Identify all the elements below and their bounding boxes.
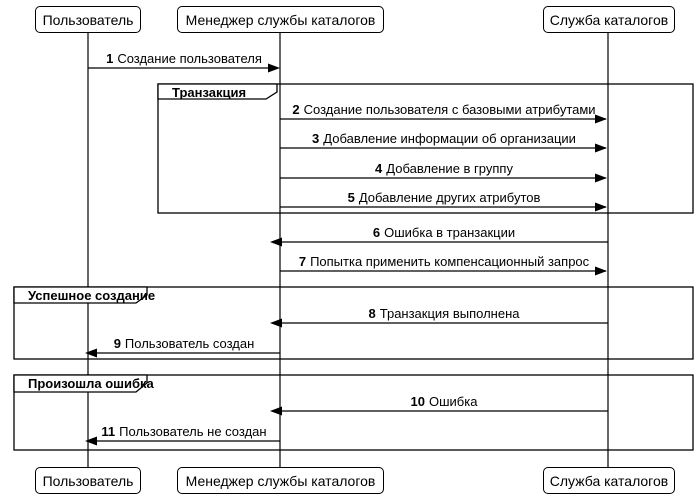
actor-user-top-box: Пользователь — [35, 6, 141, 33]
message-1-label — [88, 50, 280, 66]
message-6-number: 6 — [372, 225, 381, 240]
actor-directory-service-bottom-box: Служба каталогов — [543, 467, 675, 494]
message-10-label — [280, 393, 608, 409]
message-5-text: Добавление других атрибутов — [358, 190, 541, 205]
message-10-number: 10 — [410, 394, 425, 409]
message-10-text: Ошибка — [429, 394, 478, 409]
message-11-text: Пользователь не создан — [119, 424, 267, 439]
actor-directory-service-manager-bottom-box: Менеджер службы каталогов — [177, 467, 384, 494]
actor-directory-service-top-box: Служба каталогов — [543, 6, 675, 33]
message-1-number: 1 — [106, 51, 114, 66]
message-3-label — [280, 130, 608, 146]
actor-directory-service-manager-top-box: Менеджер службы каталогов — [177, 6, 384, 33]
message-3-text: Добавление информации об организации — [323, 131, 576, 146]
message-5-label — [280, 189, 608, 205]
message-2-number: 2 — [292, 102, 300, 117]
message-3-number: 3 — [312, 131, 320, 146]
message-9-text: Пользователь создан — [124, 336, 255, 351]
message-6-label — [280, 224, 608, 240]
message-1-text: Создание пользователя — [117, 51, 262, 66]
message-4-label — [280, 160, 608, 176]
message-7-label — [280, 253, 608, 269]
message-5-number: 5 — [347, 190, 355, 205]
message-9-label — [88, 335, 280, 351]
message-11-number: 11 — [101, 424, 116, 439]
message-2-text: Создание пользователя с базовыми атрибутами — [303, 102, 596, 117]
frame-error-title: Произошла ошибка — [28, 376, 154, 391]
message-4-text: Добавление в группу — [386, 161, 513, 176]
message-8-text: Транзакция выполнена — [379, 306, 520, 321]
frame-success-title: Успешное создание — [28, 288, 156, 303]
frame-transaction-title: Транзакция — [172, 85, 247, 100]
message-6-text: Ошибка в транзакции — [384, 225, 516, 240]
message-7-number: 7 — [298, 254, 307, 269]
actor-user-bottom-box: Пользователь — [35, 467, 141, 494]
message-4-number: 4 — [375, 161, 383, 176]
message-11-label — [88, 423, 280, 439]
message-8-label — [280, 305, 608, 321]
message-9-number: 9 — [113, 336, 121, 351]
message-8-number: 8 — [368, 306, 376, 321]
message-2-label — [280, 101, 608, 117]
message-7-text: Попытка применить компенсационный запрос — [310, 254, 590, 269]
